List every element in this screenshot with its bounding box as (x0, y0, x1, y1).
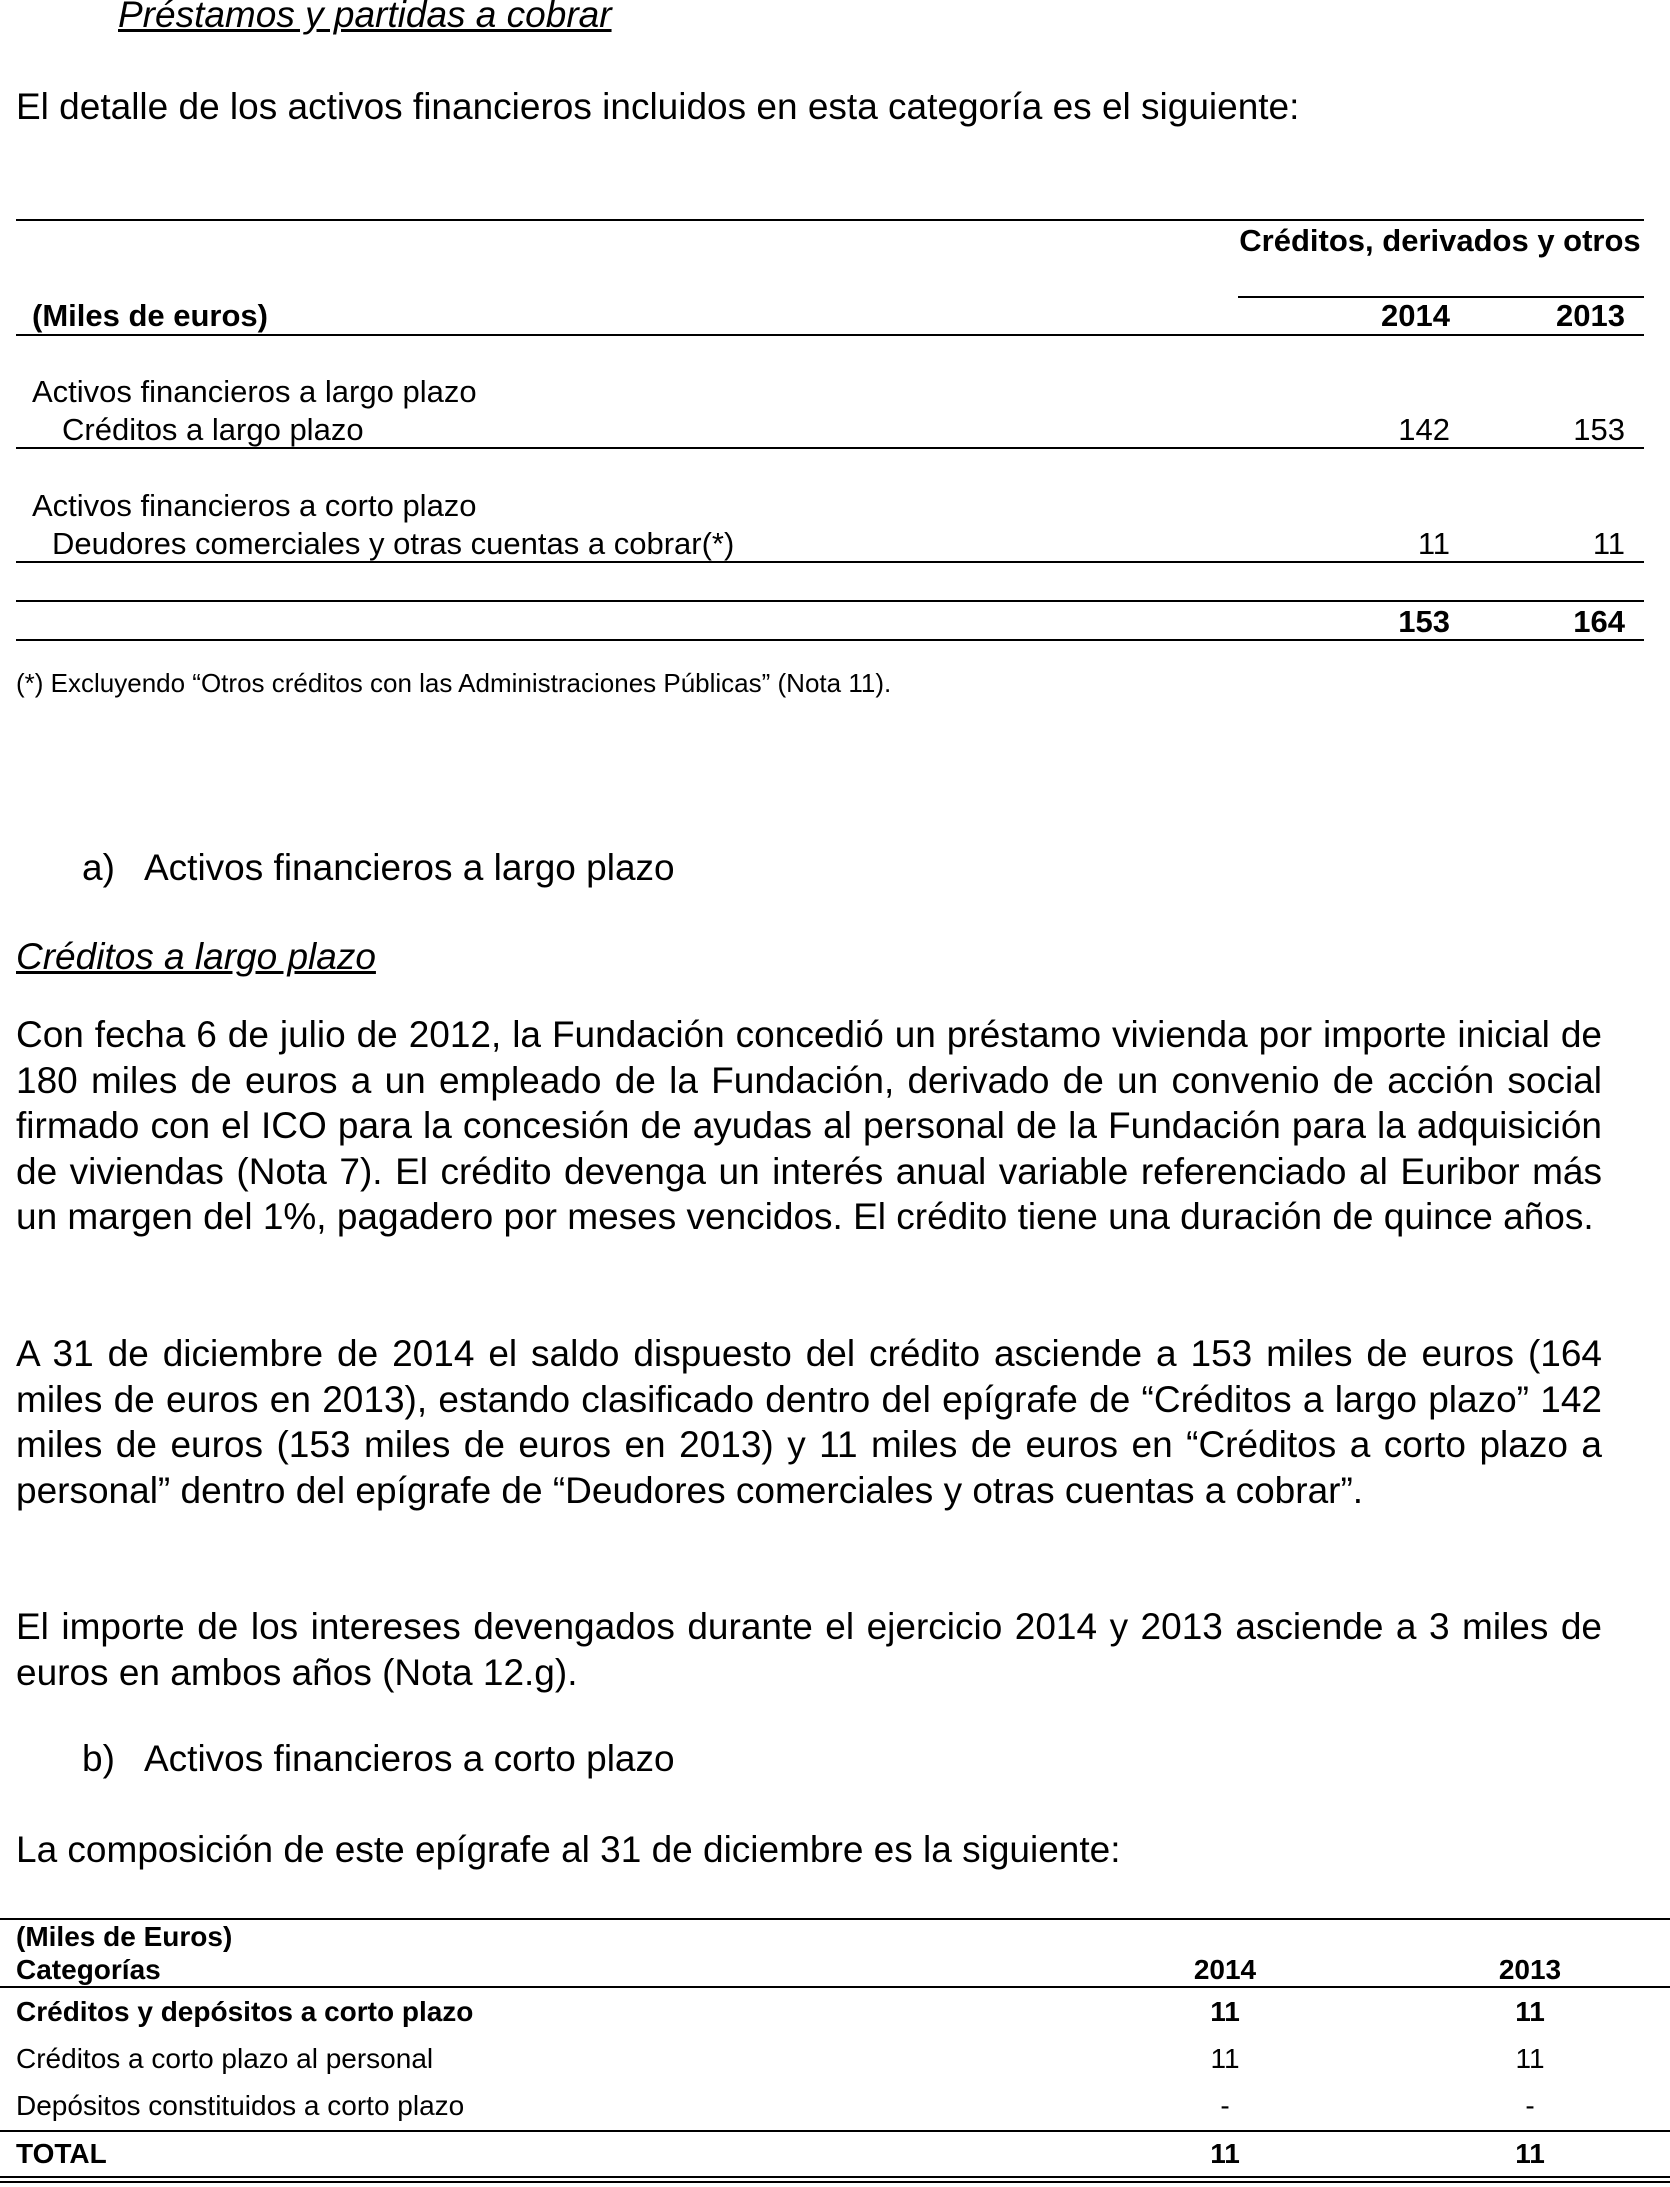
table2-row-2014: 11 (1210, 1996, 1240, 2027)
table1-total-2014: 153 (1398, 604, 1450, 639)
table2-total-2013: 11 (1515, 2138, 1545, 2169)
table1-cp-item-2013: 11 (1592, 526, 1625, 561)
table2-year-2014: 2014 (1193, 1954, 1257, 1985)
table1-total-bottom-rule (16, 639, 1644, 641)
table1-group-header: Créditos, derivados y otros (1239, 223, 1641, 258)
table2-row-label: Depósitos constituidos a corto plazo (16, 2090, 465, 2121)
section-a-title: Activos financieros a largo plazo (144, 847, 675, 888)
table1-lp-title: Activos financieros a largo plazo (32, 374, 477, 409)
heading-prestamos: Préstamos y partidas a cobrar (118, 0, 612, 35)
table2-top-rule (0, 1918, 1670, 1920)
table1-lp-rule (16, 447, 1644, 449)
table1-cp-title: Activos financieros a corto plazo (32, 488, 477, 523)
table1-lp-item-2013: 153 (1573, 412, 1625, 447)
table2-row-label: Créditos a corto plazo al personal (16, 2043, 434, 2074)
section-b-title: Activos financieros a corto plazo (144, 1738, 675, 1779)
table1-lp-item-label: Créditos a largo plazo (62, 412, 364, 447)
table2-row-2013: 11 (1515, 2043, 1545, 2074)
paragraph-2: A 31 de diciembre de 2014 el saldo dispuesto del crédito asciende a 153 miles de euros (164 miles de euros en 2013), estando clasificado dentro del epígrafe de “Créditos a largo plazo” 142 miles de euros (153 miles de euros en 2013) y 11 miles de euros en “Créditos a corto plazo a personal” dentro del epígrafe de “Deudores comerciales y otras cuentas a cobrar”. (16, 1333, 1602, 1511)
intro-composicion: La composición de este epígrafe al 31 de diciembre es la siguiente: (16, 1829, 1121, 1870)
table2-bottom-rule-2 (0, 2181, 1670, 2183)
table2-row-label: Créditos y depósitos a corto plazo (16, 1996, 474, 2027)
section-b-letter: b) (82, 1738, 115, 1779)
table2-year-2013: 2013 (1498, 1954, 1562, 1985)
table2-row-2014: 11 (1210, 2043, 1240, 2074)
table1-footnote: (*) Excluyendo “Otros créditos con las Administraciones Públicas” (Nota 11). (16, 668, 892, 698)
table1-year-2013: 2013 (1556, 298, 1625, 333)
paragraph-3: El importe de los intereses devengados durante el ejercicio 2014 y 2013 asciende a 3 miles de euros en ambos años (Nota 12.g). (16, 1606, 1602, 1693)
table2-row-2013: - (1525, 2090, 1535, 2121)
table2-row-2013: 11 (1515, 1996, 1545, 2027)
heading-creditos-lp: Créditos a largo plazo (16, 936, 376, 977)
table2-row-2014: - (1220, 2090, 1230, 2121)
table2-categorias-header: Categorías (16, 1954, 161, 1985)
section-a-letter: a) (82, 847, 115, 888)
paragraph-1: Con fecha 6 de julio de 2012, la Fundación concedió un préstamo vivienda por importe inicial de 180 miles de euros a un empleado de la Fundación, derivado de un convenio de acción social firmado con el ICO para la concesión de ayudas al personal de la Fundación para la adquisición de viviendas (Nota 7). El crédito devenga un interés anual variable referenciado al Euribor más un margen del 1%, pagadero por meses vencidos. El crédito tiene una duración de quince años. (16, 1014, 1602, 1237)
table1-lp-item-2014: 142 (1398, 412, 1450, 447)
table1-year-2014: 2014 (1381, 298, 1450, 333)
table1-cp-rule (16, 561, 1644, 563)
table1-header-rule (16, 334, 1644, 336)
table1-cp-item-label: Deudores comerciales y otras cuentas a cobrar(*) (52, 526, 735, 561)
table2-header-rule (0, 1986, 1670, 1988)
table1-total-top-rule (16, 600, 1644, 602)
table2-total-top-rule (0, 2130, 1670, 2132)
table1-top-rule (16, 219, 1644, 221)
table1-cp-item-2014: 11 (1417, 526, 1450, 561)
table2-bottom-rule-1 (0, 2176, 1670, 2178)
table2-units: (Miles de Euros) (16, 1921, 233, 1952)
table2-total-label: TOTAL (16, 2138, 107, 2169)
table1-total-2013: 164 (1573, 604, 1625, 639)
table2-total-2014: 11 (1210, 2138, 1240, 2169)
table1-units: (Miles de euros) (32, 298, 268, 333)
intro-detalle: El detalle de los activos financieros incluidos en esta categoría es el siguiente: (16, 86, 1300, 127)
